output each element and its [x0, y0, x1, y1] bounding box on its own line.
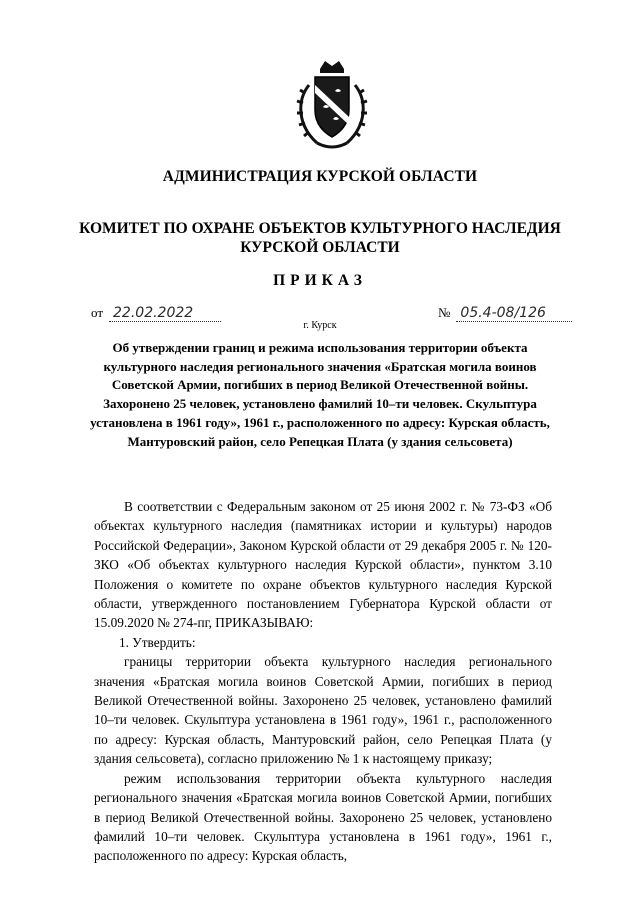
date-prefix: от: [91, 305, 104, 320]
committee-title-line-1: КОМИТЕТ ПО ОХРАНЕ ОБЪЕКТОВ КУЛЬТУРНОГО НАСЛЕДИЯ: [79, 220, 561, 237]
borders-paragraph: границы территории объекта культурного наследия регионального значения «Братская могила воинов Советской Армии, погибших в период Великой Отечественной войны. Захоронено 25 человек, установлено фамилий 10–ти человек. Скульптура установлена в 1961 году», 1961 г., расположенного по адресу: Курская область, Мантуровский район, село Репецкая Плата (у здания сельсовета), согласно приложению № 1 к настоящему приказу;: [94, 654, 552, 767]
committee-title-line-2: КУРСКОЙ ОБЛАСТИ: [240, 239, 400, 256]
date-handwritten: 22.02.2022: [109, 305, 221, 322]
item-1-heading: 1. Утвердить:: [119, 634, 196, 650]
regime-paragraph: режим использования территории объекта культурного наследия регионального значения «Братская могила воинов Советской Армии, погибших в период Великой Отечественной войны. Захоронено 25 человек, установлено фамилий 10–ти человек. Скульптура установлена в 1961 году», 1961 г., расположенного по адресу: Курская область,: [94, 770, 552, 864]
administration-title: АДМИНИСТРАЦИЯ КУРСКОЙ ОБЛАСТИ: [162, 168, 478, 185]
number-prefix: №: [438, 305, 451, 320]
number-handwritten: 05.4-08/126: [456, 305, 572, 322]
order-subject: Об утверждении границ и режима использования территории объекта культурного наследия регионального значения «Братская могила воинов Советской Армии, погибших в период Великой Отечественной войны. Захоронено 25 человек, установлено фамилий 10–ти человек. Скульптура установлена в 1961 году», 1961 г., расположенного по адресу: Курская область, Мантуровский район, село Репецкая Плата (у здания сельсовета): [90, 340, 550, 449]
order-body: [94, 497, 552, 866]
coat-of-arms-icon: [287, 55, 377, 155]
order-heading: ПРИКАЗ: [273, 272, 367, 289]
intro-paragraph: В соответствии с Федеральным законом от 25 июня 2002 г. № 73-ФЗ «Об объектах культурного наследия (памятниках истории и культуры) народов Российской Федерации», Законом Курской области от 29 декабря 2005 г. № 120-ЗКО «Об объектах культурного наследия Курской области», пунктом 3.10 Положения о комитете по охране объектов культурного наследия Курской области, утвержденного постановлением Губернатора Курской области от 15.09.2020 № 274-пг, ПРИКАЗЫВАЮ:: [94, 499, 552, 631]
committee-title: [0, 219, 640, 257]
city-label: г. Курск: [303, 320, 337, 331]
